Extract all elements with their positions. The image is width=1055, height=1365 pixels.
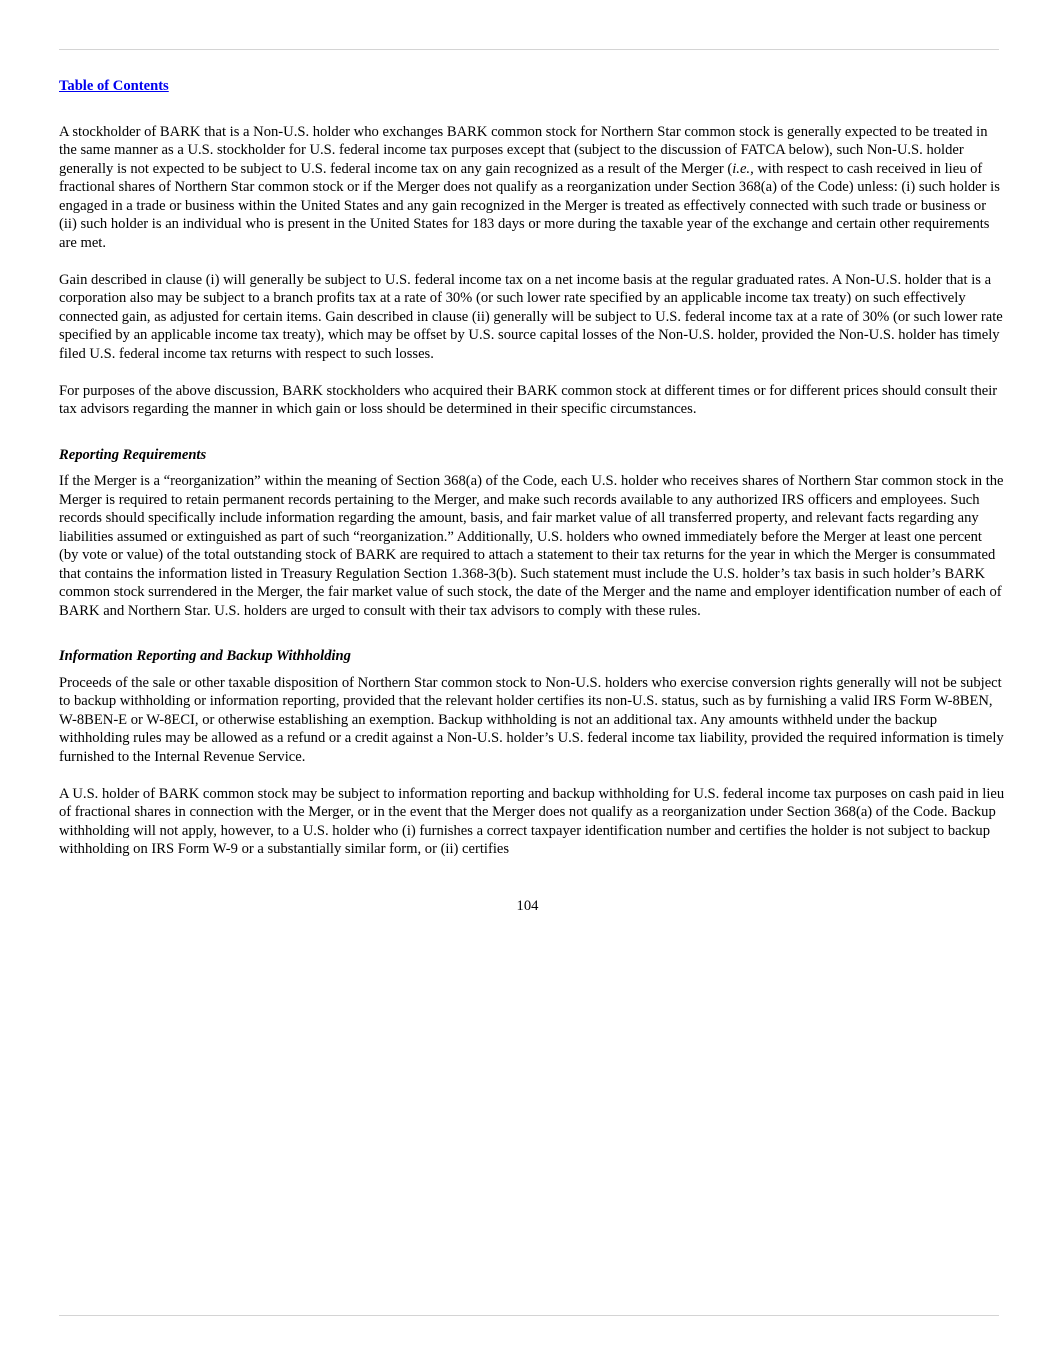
paragraph-purposes-discussion: For purposes of the above discussion, BARK stockholders who acquired their BARK common stock at different times or for different prices should consult their tax advisors regarding the manner in which gain or loss should be determined in their specific circumstances. (59, 382, 998, 417)
paragraph-text: A stockholder of BARK that is a Non-U.S. holder who exchanges BARK common stock for Northern Star common stock is generally expected to be treated in the same manner as a U.S. stockholder for U.S. federal income tax purposes except that (subject to the discussion of FATCA below), such Non-U.S. holder generally is not expected to be subject to U.S. federal income tax on any gain recognized as a result of the Merger ( (59, 123, 988, 177)
paragraph-gain-clauses: Gain described in clause (i) will generally be subject to U.S. federal income tax on a net income basis at the regular graduated rates. A Non-U.S. holder that is a corporation also may be subject to a branch profits tax at a rate of 30% (or such lower rate specified by an applicable income tax treaty) on such effectively connected gain, as adjusted for certain items. Gain described in clause (ii) generally will be subject to U.S. federal income tax at a rate of 30% (or such lower rate specified by an applicable income tax treaty), which may be offset by U.S. source capital losses of the Non-U.S. holder, provided the Non-U.S. holder has timely filed U.S. federal income tax returns with respect to such losses. (59, 271, 1003, 362)
document-body (59, 77, 1005, 859)
paragraph-text: with respect to cash received in lieu of fractional shares of Northern Star common stock or if the Merger does not qualify as a reorganization under Section 368(a) of the Code) unless: (i) such holder is engaged in a trade or business within the United States and any gain recognized in the Merger is treated as effectively connected with such trade or business or (ii) such holder is an individual who is present in the United States for 183 days or more during the taxable year of the exchange and certain other requirements are met. (59, 160, 1000, 251)
heading-information-reporting: Information Reporting and Backup Withholding (59, 648, 351, 664)
paragraph-backup-withholding-non-us: Proceeds of the sale or other taxable disposition of Northern Star common stock to Non-U.S. holders who exercise conversion rights generally will not be subject to backup withholding or information reporting, provided that the relevant holder certifies its non-U.S. status, such as by furnishing a valid IRS Form W-8BEN, W-8BEN-E or W-8ECI, or otherwise establishing an exemption. Backup withholding is not an additional tax. Any amounts withheld under the backup withholding rules may be allowed as a refund or a credit against a Non-U.S. holder’s U.S. federal income tax liability, provided the required information is timely furnished to the Internal Revenue Service. (59, 674, 1004, 765)
paragraph-reporting-requirements: If the Merger is a “reorganization” within the meaning of Section 368(a) of the Code, each U.S. holder who receives shares of Northern Star common stock in the Merger is required to retain permanent records pertaining to the Merger, and make such records available to any authorized IRS officers and employees. Such records should specifically include information regarding the amount, basis, and fair market value of all transferred property, and relevant facts regarding any liabilities assumed or extinguished as part of such “reorganization.” Additionally, U.S. holders who owned immediately before the Merger at least one percent (by vote or value) of the total outstanding stock of BARK are required to attach a statement to their tax returns for the year in which the Merger is consummated that contains the information listed in Treasury Regulation Section 1.368-3(b). Such statement must include the U.S. holder’s tax basis in such holder’s BARK common stock surrendered in the Merger, the fair market value of such stock, the date of the Merger and the name and employer identification number of each of BARK and Northern Star. U.S. holders are urged to consult with their tax advisors to comply with these rules. (59, 473, 1004, 619)
table-of-contents-link[interactable]: Table of Contents (59, 78, 169, 94)
top-divider (59, 49, 999, 50)
bottom-divider (59, 1315, 999, 1316)
heading-reporting-requirements: Reporting Requirements (59, 446, 207, 463)
italic-ie: i.e., (732, 160, 754, 177)
paragraph-backup-withholding-us: A U.S. holder of BARK common stock may be subject to information reporting and backup withholding for U.S. federal income tax purposes on cash paid in lieu of fractional shares in connection with the Merger, or in the event that the Merger does not qualify as a reorganization under Section 368(a) of the Code. Backup withholding will not apply, however, to a U.S. holder who (i) furnishes a correct taxpayer identification number and certifies the holder is not subject to backup withholding on IRS Form W-9 or a substantially similar form, or (ii) certifies (59, 785, 1005, 857)
page-number: 104 (516, 898, 539, 914)
paragraph-non-us-holder-exchange (59, 123, 1005, 253)
